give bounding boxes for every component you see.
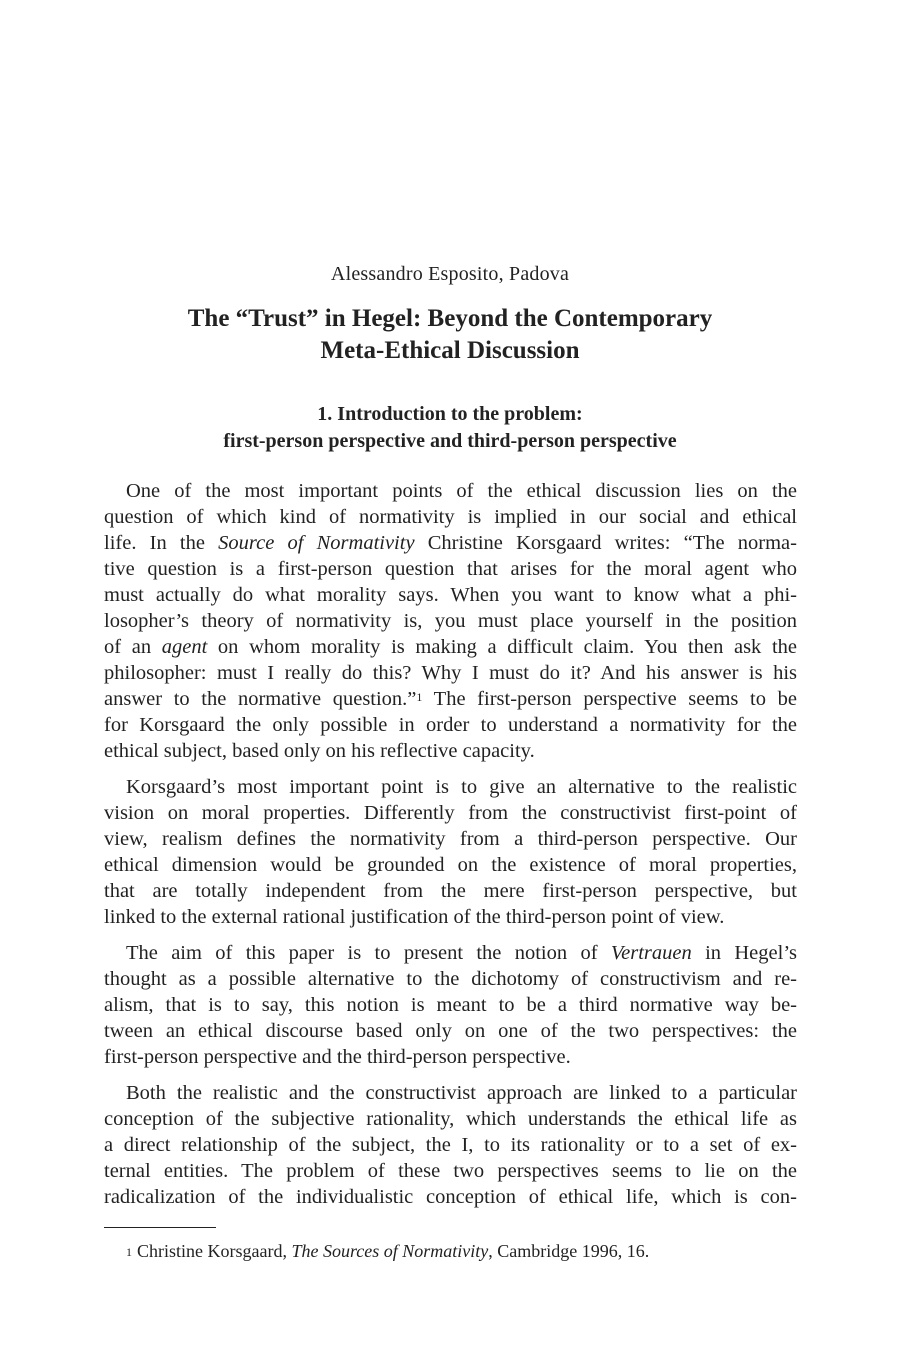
text-line: radicalization of the individualistic conception of ethical life, which is con- — [104, 1186, 797, 1208]
text-line: thought as a possible alternative to the dichotomy of constructivism and re- — [104, 968, 797, 990]
text-line: first-person perspective and the third-person perspective. — [104, 1046, 571, 1068]
text-line: view, realism defines the normativity from a third-person perspective. Our — [104, 828, 797, 850]
paragraph-3 — [104, 940, 797, 1070]
text-segment: Christine Korsgaard writes: “The norma- — [414, 532, 797, 554]
text-line: tive question is a first-person question that arises for the moral agent who — [104, 558, 797, 580]
text-line — [104, 634, 797, 660]
text-line: philosopher: must I really do this? Why I must do it? And his answer is his — [104, 662, 797, 684]
text-line: that are totally independent from the mere first-person perspective, but — [104, 880, 797, 902]
italic-term: agent — [161, 636, 208, 658]
text-line: Korsgaard’s most important point is to give an alternative to the realistic — [126, 776, 797, 798]
text-line: ternal entities. The problem of these two perspectives seems to lie on the — [104, 1160, 797, 1182]
text-line: alism, that is to say, this notion is meant to be a third normative way be- — [104, 994, 797, 1016]
text-segment: answer to the normative question.” — [104, 688, 417, 710]
paragraph-4 — [104, 1080, 797, 1210]
paragraph-2 — [104, 774, 797, 930]
text-line: vision on moral properties. Differently from the constructivist first-point of — [104, 802, 797, 824]
text-line: ethical subject, based only on his reflective capacity. — [104, 740, 535, 762]
footnote-text: Christine Korsgaard, — [137, 1241, 292, 1261]
text-line — [104, 686, 797, 712]
paper-title — [100, 303, 800, 367]
text-line: tween an ethical discourse based only on one of the two perspectives: the — [104, 1020, 797, 1042]
footnote-divider — [104, 1227, 216, 1228]
section-heading-line-2: first-person perspective and third-person perspective — [223, 430, 677, 452]
text-line: for Korsgaard the only possible in order to understand a normativity for the — [104, 714, 797, 736]
title-line-1: The “Trust” in Hegel: Beyond the Contemporary — [187, 305, 713, 332]
text-segment: in Hegel’s — [691, 942, 797, 964]
italic-term: Vertrauen — [610, 942, 692, 964]
title-line-2: Meta-Ethical Discussion — [320, 337, 580, 364]
footnote-text: , Cambridge 1996, 16. — [488, 1241, 650, 1261]
text-line: linked to the external rational justification of the third-person point of view. — [104, 906, 725, 928]
text-line: Both the realistic and the constructivist approach are linked to a particular — [126, 1082, 797, 1104]
text-segment: of an — [104, 636, 162, 658]
section-heading-line-1: 1. Introduction to the problem: — [317, 403, 583, 425]
text-line: question of which kind of normativity is implied in our social and ethical — [104, 506, 797, 528]
footnote-number: 1 — [126, 1245, 132, 1259]
author-line: Alessandro Esposito, Padova — [330, 263, 570, 285]
text-line: conception of the subjective rationality, which understands the ethical life as — [104, 1108, 797, 1130]
text-line — [104, 530, 797, 556]
text-line: One of the most important points of the ethical discussion lies on the — [126, 480, 797, 502]
body-text — [104, 478, 797, 1220]
text-segment: The aim of this paper is to present the notion of — [126, 942, 611, 964]
text-line — [104, 940, 797, 966]
text-line: must actually do what morality says. When you want to know what a phi- — [104, 584, 797, 606]
text-line: a direct relationship of the subject, the I, to its rationality or to a set of ex- — [104, 1134, 797, 1156]
footnote-marker[interactable]: 1 — [416, 690, 423, 704]
italic-title: Source of Normativity — [218, 532, 415, 554]
footnote-italic-title: The Sources of Normativity — [291, 1241, 489, 1261]
section-heading — [100, 401, 800, 455]
paragraph-1 — [104, 478, 797, 764]
text-segment: The first-person perspective seems to be — [422, 688, 797, 710]
footnote — [126, 1239, 796, 1263]
text-line: losopher’s theory of normativity is, you must place yourself in the position — [104, 610, 797, 632]
text-segment: life. In the — [104, 532, 219, 554]
text-line: ethical dimension would be grounded on the existence of moral properties, — [104, 854, 797, 876]
text-segment: on whom morality is making a difficult claim. You then ask the — [207, 636, 797, 658]
